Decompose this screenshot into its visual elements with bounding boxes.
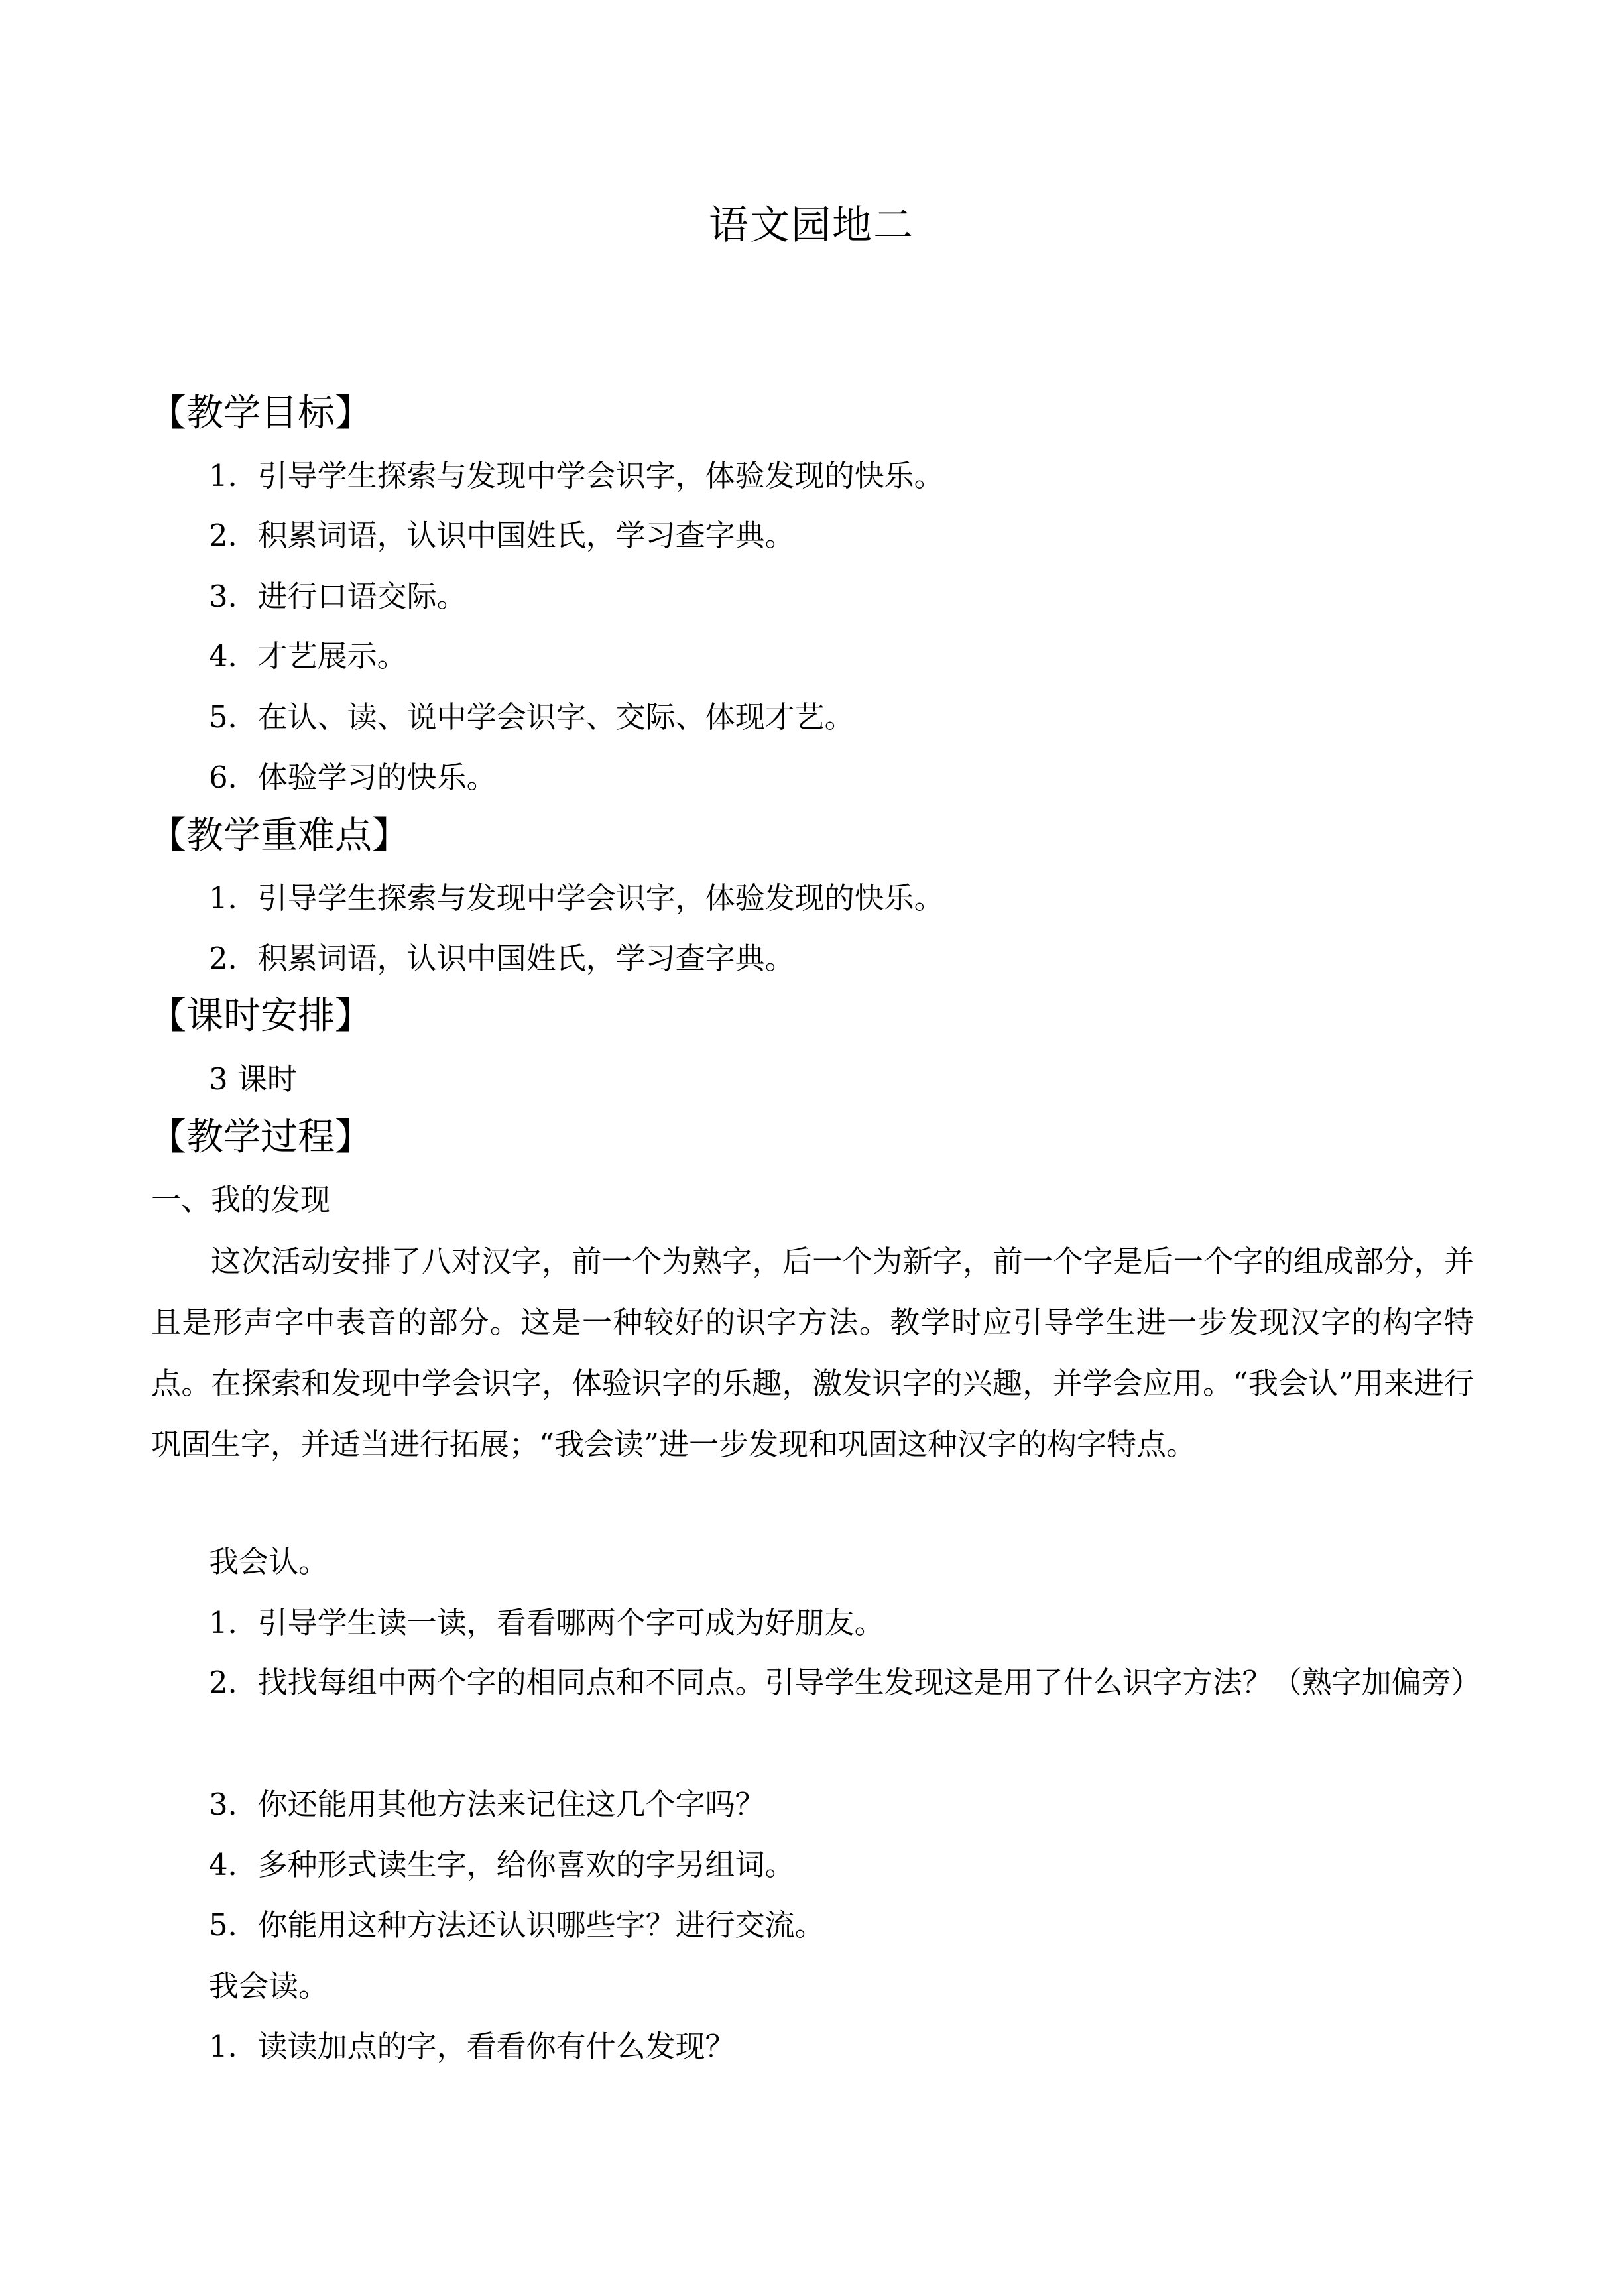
objective-item: 6．体验学习的快乐。 [209,760,497,795]
objective-item: 2．积累词语，认识中国姓氏，学习查字典。 [209,518,795,553]
section-heading-process: 【教学过程】 [149,1116,372,1159]
objective-item: 1．引导学生探索与发现中学会识字，体验发现的快乐。 [209,458,944,493]
recognize-item: 3．你还能用其他方法来记住这几个字吗？ [209,1787,765,1822]
recognize-item: 5．你能用这种方法还认识哪些字？进行交流。 [209,1907,825,1943]
objective-item: 3．进行口语交际。 [209,579,467,614]
key-point-item: 2．积累词语，认识中国姓氏，学习查字典。 [209,941,795,976]
schedule-text: 3 课时 [209,1061,297,1097]
recognize-item: 1．引导学生读一读，看看哪两个字可成为好朋友。 [209,1605,884,1640]
read-item: 1．读读加点的字，看看你有什么发现？ [209,2029,735,2064]
section-heading-objectives: 【教学目标】 [149,392,372,435]
section-heading-schedule: 【课时安排】 [149,995,372,1038]
key-point-item: 1．引导学生探索与发现中学会识字，体验发现的快乐。 [209,880,944,916]
recognize-label: 我会认。 [209,1544,329,1579]
subsection-title: 一、我的发现 [151,1182,331,1217]
objective-item: 5．在认、读、说中学会识字、交际、体现才艺。 [209,699,855,735]
recognize-item: 4．多种形式读生字，给你喜欢的字另组词。 [209,1847,795,1882]
section-heading-key-points: 【教学重难点】 [149,814,409,857]
recognize-item: 2．找找每组中两个字的相同点和不同点。引导学生发现这是用了什么识字方法？（熟字加偏旁） [209,1665,1481,1700]
page-title: 语文园地二 [709,202,914,249]
objective-item: 4．才艺展示。 [209,638,407,674]
read-label: 我会读。 [209,1968,329,2004]
body-paragraph: 这次活动安排了八对汉字，前一个为熟字，后一个为新字，前一个字是后一个字的组成部分，并且是形声字中表音的部分。这是一种较好的识字方法。教学时应引导学生进一步发现汉字的构字特点。在探索和发现中学会识字，体验识字的乐趣，激发识字的兴趣，并学会应用。“我会认”用来进行巩固生字，并适当进行拓展；“我会读”进一步发现和巩固这种汉字的构字特点。 [151,1244,1474,1462]
